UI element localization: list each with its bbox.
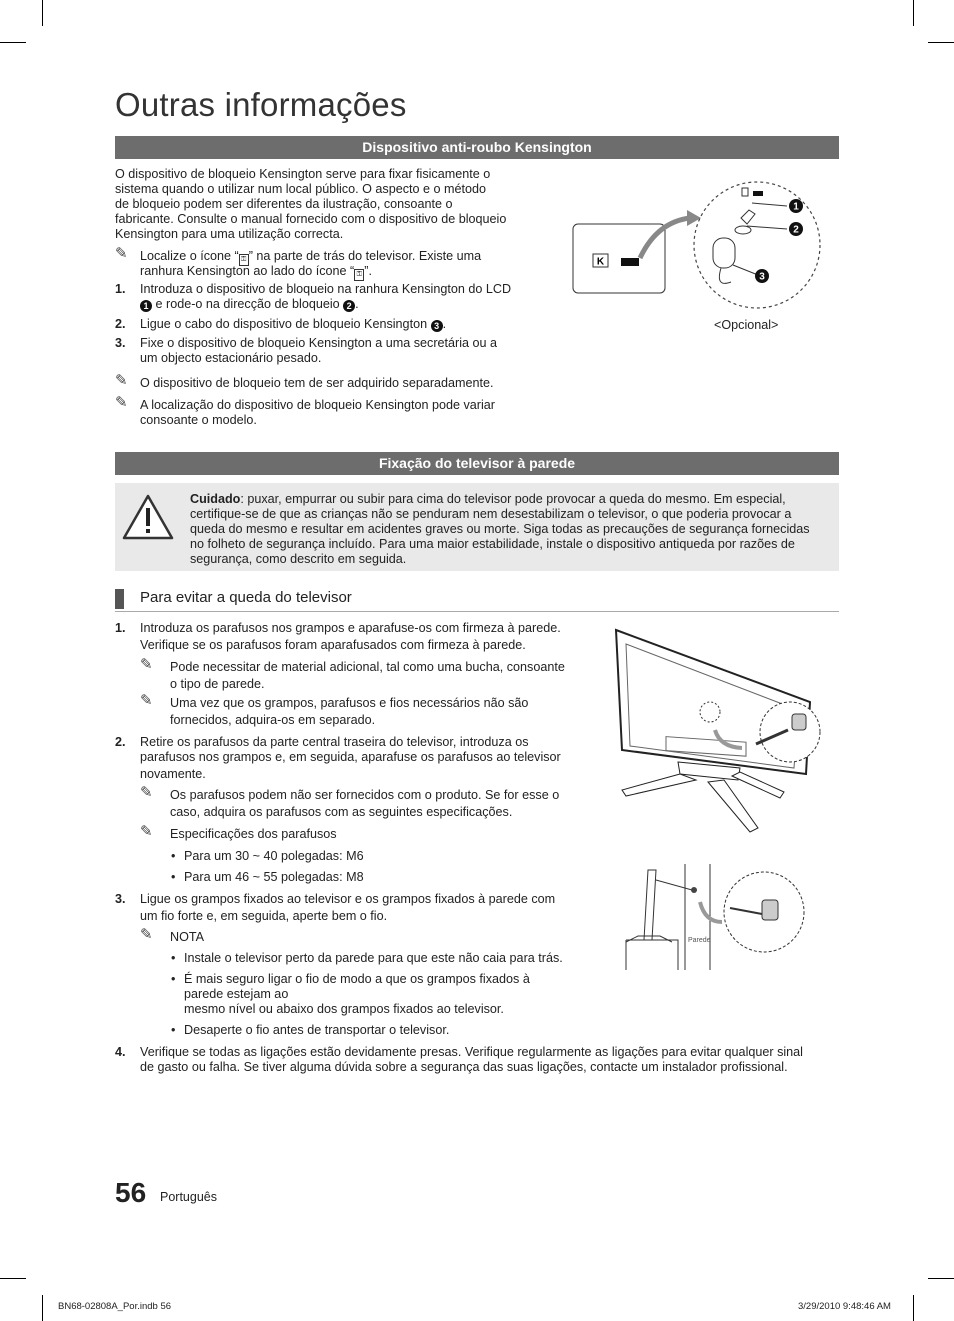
crop-mark: [913, 0, 914, 26]
kensington-slot: [621, 258, 639, 266]
subheading-text: Para evitar a queda do televisor: [140, 589, 352, 606]
zoom-circle: [760, 702, 820, 762]
wall-step-1-note1-line2: o tipo de parede.: [170, 677, 265, 691]
tv-stand-leg: [732, 772, 784, 798]
tv-stand-leg: [708, 780, 758, 832]
crop-mark: [928, 42, 954, 43]
callout-1-icon: 1: [140, 300, 152, 312]
caution-label: Cuidado: [190, 492, 241, 506]
note-pencil-icon: ✎: [140, 656, 153, 673]
crop-mark: [913, 1295, 914, 1321]
intro-line: fabricante. Consulte o manual fornecido com o dispositivo de bloqueio: [115, 212, 507, 226]
tv-side-profile: [644, 870, 656, 940]
optional-label: <Opcional>: [714, 318, 779, 332]
wall-step-1-note2: Uma vez que os grampos, parafusos e fios necessários não são: [170, 696, 529, 710]
lock-head: [741, 210, 755, 224]
warning-triangle-icon: [122, 493, 174, 541]
note-text: ranhura Kensington ao lado do ícone “: [140, 264, 355, 278]
wall-step-2-note2: Especificações dos parafusos: [170, 827, 337, 841]
intro-line: sistema quando o utilizar num local público. O aspecto e o método: [115, 182, 487, 196]
caution-line: Cuidado: puxar, empurrar ou subir para cima do televisor pode provocar a queda do mesmo. Em especial,: [190, 492, 786, 506]
mini-k-icon: [742, 188, 748, 196]
step-3: 3. Fixe o dispositivo de bloqueio Kensington a uma secretária ou a: [115, 336, 498, 350]
note-location-varies-line2: consoante o modelo.: [140, 413, 257, 427]
lock-ring: [735, 226, 751, 234]
furniture-outline: [626, 940, 678, 970]
note-item: • Desaperte o fio antes de transportar o televisor.: [184, 1023, 449, 1038]
intro-line: O dispositivo de bloqueio Kensington serve para fixar fisicamente o: [115, 167, 491, 181]
intro-line: Kensington para uma utilização correcta.: [115, 227, 344, 241]
screw-spec-item: • Para um 30 ~ 40 polegadas: M6: [184, 849, 364, 864]
caution-line: no folheto de segurança incluído. Para uma maior estabilidade, instale o dispositivo antiqueda por razões de: [190, 537, 795, 551]
note-pencil-icon: ✎: [115, 245, 128, 262]
svg-text:1: 1: [793, 201, 799, 213]
caution-line: segurança, como descrito em seguida.: [190, 552, 407, 566]
wall-step-4: 4. Verifique se todas as ligações estão devidamente presas. Verifique regularmente as ligações para evitar qualquer sinal: [115, 1045, 803, 1059]
page-title: Outras informações: [115, 86, 407, 123]
tv-wall-side-illustration: [620, 862, 825, 974]
leader-line-2: [747, 226, 787, 229]
note-item-line2: parede estejam ao: [184, 987, 289, 1001]
step-1: 1. Introduza o dispositivo de bloqueio na ranhura Kensington do LCD: [115, 282, 512, 296]
kensington-lock-icon: ⚿: [354, 269, 364, 281]
note-purchase-separately: O dispositivo de bloqueio tem de ser adquirido separadamente.: [140, 376, 494, 390]
wall-bracket: [762, 900, 778, 920]
crop-mark: [42, 0, 43, 26]
wall-step-2-note1: Os parafusos podem não ser fornecidos com o produto. Se for esse o: [170, 788, 560, 802]
lock-cable: [719, 268, 731, 283]
kensington-illustration: [565, 170, 835, 320]
crop-mark: [42, 1295, 43, 1321]
intro-line: de bloqueio podem ser diferentes da ilustração, consoante o: [115, 197, 453, 211]
caution-line: certifique-se de que as crianças não se penduram nem desestabilizam o televisor, o que poderia provocar a: [190, 507, 792, 521]
note-location-varies: A localização do dispositivo de bloqueio Kensington pode variar: [140, 398, 495, 412]
tv-rear-illustration: [600, 622, 830, 842]
wall-step-4-line2: de gasto ou falha. Se tiver alguma dúvida sobre a segurança das suas ligações, contacte um instalador profissional.: [140, 1060, 788, 1074]
note-kensington-icon-line2: [140, 264, 372, 281]
leader-line-3: [733, 265, 758, 275]
note-text: ” na parte de trás do televisor. Existe uma: [248, 249, 482, 263]
leader-line-1: [752, 203, 787, 206]
wall-step-1-note2-line2: fornecidos, adquira-os em separado.: [170, 713, 376, 727]
note-pencil-icon: ✎: [115, 372, 128, 389]
tv-stand-leg: [622, 774, 696, 796]
step-1-line2: 1 e rode-o na direcção de bloqueio 2 .: [140, 297, 359, 312]
wall-step-3: 3. Ligue os grampos fixados ao televisor e os grampos fixados à parede com: [115, 892, 556, 906]
mini-slot: [753, 191, 763, 196]
crop-mark: [928, 1278, 954, 1279]
wall-step-3-note: NOTA: [170, 930, 205, 944]
svg-text:3: 3: [759, 271, 765, 283]
wall-step-2-note1-line2: caso, adquira os parafusos com as seguintes especificações.: [170, 805, 513, 819]
note-pencil-icon: ✎: [140, 926, 153, 943]
zoom-circle: [694, 182, 820, 308]
page-language: Português: [160, 1190, 217, 1204]
kensington-lock-icon: ⚿: [239, 254, 249, 266]
note-item: • É mais seguro ligar o fio de modo a que os grampos fixados à: [184, 972, 530, 987]
section-heading-wall: Fixação do televisor à parede: [115, 452, 839, 475]
tv-back-panel: [573, 224, 665, 293]
note-pencil-icon: ✎: [115, 394, 128, 411]
crop-mark: [0, 42, 26, 43]
wall-step-1-note1: Pode necessitar de material adicional, tal como uma bucha, consoante: [170, 660, 565, 674]
note-item: • Instale o televisor perto da parede para que este não caia para trás.: [184, 951, 563, 966]
page-number: 56: [115, 1177, 147, 1208]
k-letter: K: [596, 256, 605, 268]
callout-3-icon: 3: [431, 320, 443, 332]
note-text: ”.: [364, 264, 372, 278]
wall-step-3-line2: um fio forte e, em seguida, aperte bem o fio.: [140, 909, 388, 923]
caution-line: queda do mesmo e resultar em acidentes graves ou morte. Siga todas as precauções de segurança fornecidas: [190, 522, 810, 536]
callout-2-icon: 2: [343, 300, 355, 312]
wall-step-1: 1. Introduza os parafusos nos grampos e aparafuse-os com firmeza à parede.: [115, 621, 561, 635]
step-2: 2. Ligue o cabo do dispositivo de bloqueio Kensington 3 .: [115, 317, 447, 331]
note-pencil-icon: ✎: [140, 823, 153, 840]
note-pencil-icon: ✎: [140, 784, 153, 801]
lock-body: [713, 238, 735, 268]
screw-spec-item: • Para um 46 ~ 55 polegadas: M8: [184, 870, 364, 885]
wall-step-2-line3: novamente.: [140, 767, 206, 781]
section-heading-kensington: Dispositivo anti-roubo Kensington: [115, 136, 839, 159]
arrow-shape: [700, 902, 722, 922]
slug-date: 3/29/2010 9:48:46 AM: [798, 1301, 891, 1312]
wire-line: [656, 880, 692, 890]
slug-file: BN68-02808A_Por.indb 56: [58, 1301, 172, 1312]
wall-step-2-line2: parafusos nos grampos e, em seguida, aparafuse os parafusos ao televisor: [140, 750, 561, 764]
wall-step-1-line2: Verifique se os parafusos foram aparafusados com firmeza à parede.: [140, 638, 526, 652]
step-3-line2: um objecto estacionário pesado.: [140, 351, 322, 365]
screw-dot: [691, 887, 697, 893]
subheading-marker: [115, 589, 124, 609]
note-item-line3: mesmo nível ou abaixo dos grampos fixados ao televisor.: [184, 1002, 504, 1016]
wall-label: Parede: [688, 937, 711, 944]
caution-box: [115, 483, 839, 571]
subheading-prevent-falling: [115, 587, 839, 612]
arrow-head: [687, 210, 701, 226]
note-pencil-icon: ✎: [140, 692, 153, 709]
wall-step-2: 2. Retire os parafusos da parte central traseira do televisor, introduza os: [115, 735, 529, 749]
wall-bracket: [792, 714, 806, 730]
crop-mark: [0, 1278, 26, 1279]
svg-text:2: 2: [793, 224, 799, 236]
note-text: Localize o ícone “: [140, 249, 239, 263]
